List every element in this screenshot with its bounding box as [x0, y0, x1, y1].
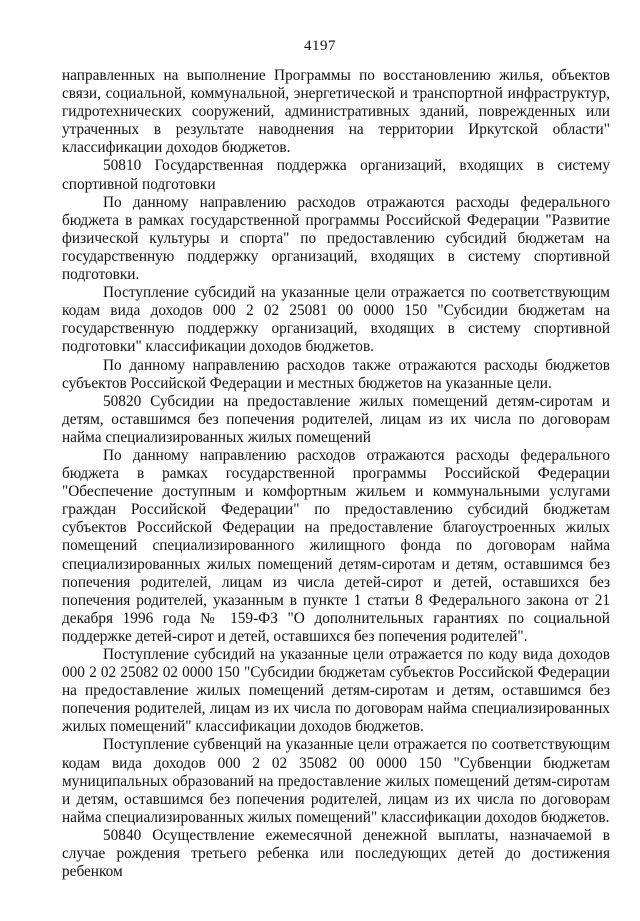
paragraph: По данному направлению расходов также отражаются расходы бюджетов субъектов Российской Федерации и местных бюджетов на указанные цели. — [62, 356, 610, 392]
paragraph-continuation: направленных на выполнение Программы по восстановлению жилья, объектов связи, социальной, коммунальной, энергетической и транспортной инфраструктур, гидротехнических сооружений, административных зданий, поврежденных или утраченных в результате наводнения на территории Иркутской области" классификации доходов бюджетов. — [62, 67, 610, 157]
document-body — [62, 67, 610, 881]
section-heading-50820: 50820 Субсидии на предоставление жилых помещений детям-сиротам и детям, оставшимся без попечения родителей, лицам из их числа по договорам найма специализированных жилых помещений — [62, 392, 610, 446]
section-heading-50810: 50810 Государственная поддержка организаций, входящих в систему спортивной подготовки — [62, 157, 610, 193]
paragraph: Поступление субсидий на указанные цели отражается по коду вида доходов 000 2 02 25082 02 0000 150 "Субсидии бюджетам субъектов Российской Федерации на предоставление жилых помещений детям-сиротам и детям, оставшимся без попечения родителей, лицам из их числа по договорам найма специализированных жилых помещений" классификации доходов бюджетов. — [62, 646, 610, 736]
paragraph: Поступление субвенций на указанные цели отражается по соответствующим кодам вида доходов 000 2 02 35082 00 0000 150 "Субвенции бюджетам муниципальных образований на предоставление жилых помещений детям-сиротам и детям, оставшимся без попечения родителей, лицам из их числа по договорам найма специализированных жилых помещений" классификации доходов бюджетов. — [62, 736, 610, 826]
paragraph: По данному направлению расходов отражаются расходы федерального бюджета в рамках государственной программы Российской Федерации "Развитие физической культуры и спорта" по предоставлению субсидий бюджетам на государственную поддержку организаций, входящих в систему спортивной подготовки. — [62, 193, 610, 284]
section-heading-50840: 50840 Осуществление ежемесячной денежной выплаты, назначаемой в случае рождения третьего ребенка или последующих детей до достижения ребенком — [62, 826, 610, 881]
page-number: 4197 — [304, 38, 336, 54]
paragraph: Поступление субсидий на указанные цели отражается по соответствующим кодам вида доходов 000 2 02 25081 00 0000 150 "Субсидии бюджетам на государственную поддержку организаций, входящих в систему спортивной подготовки" классификации доходов бюджетов. — [62, 284, 610, 356]
paragraph: По данному направлению расходов отражаются расходы федерального бюджета в рамках государственной программы Российской Федерации "Обеспечение доступным и комфортным жильем и коммунальными услугами граждан Российской Федерации" по предоставлению субсидий бюджетам субъектов Российской Федерации на предоставление благоустроенных жилых помещений специализированного жилищного фонда по договорам найма специализированных жилых помещений детям-сиротам и детям, оставшимся без попечения родителей, лицам из числа детей-сирот и детей, оставшихся без попечения родителей, указанным в пункте 1 статьи 8 Федерального закона от 21 декабря 1996 года № 159-ФЗ "О дополнительных гарантиях по социальной поддержке детей-сирот и детей, оставшихся без попечения родителей". — [62, 446, 610, 645]
